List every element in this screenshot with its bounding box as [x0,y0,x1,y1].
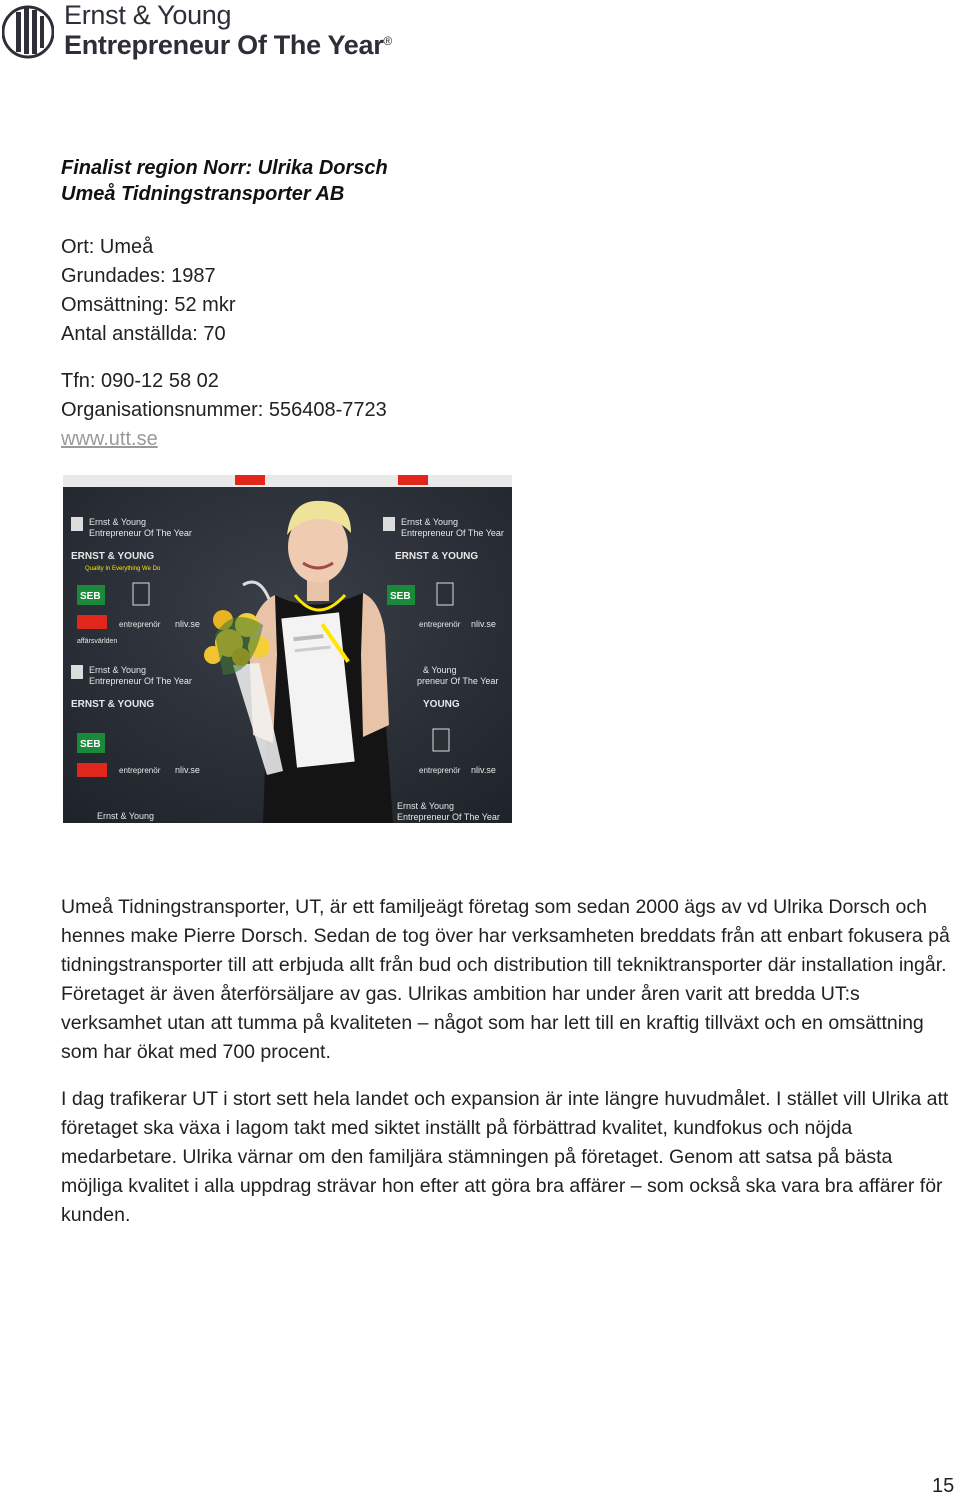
logo-line-1: Ernst & Young [64,0,232,30]
svg-text:SEB: SEB [80,739,101,750]
fact-founded: Grundades: 1987 [61,265,216,287]
contact-org-number: Organisationsnummer: 556408-7723 [61,399,387,421]
svg-text:preneur Of The Year: preneur Of The Year [417,676,499,686]
backdrop-text: Ernst & Young [89,517,147,527]
body-paragraph-2: I dag trafikerar UT i stort sett hela landet och expansion är inte längre huvudmålet. I stället vill Ulrika att företaget ska växa i lagom takt med siktet inställt på förbättrad kvalitet, kundfokus och nöjda medarbetare. Ulrika värnar om den familjära stämningen på företaget. Genom att satsa på bästa möjliga kvalitet i alla uppdrag strävar hon efter att göra bra affärer – som också ska vara bra affärer för kunden. [61,1088,949,1226]
company-name: Umeå Tidningstransporter AB [61,183,345,205]
svg-text:ERNST & YOUNG: ERNST & YOUNG [71,699,155,710]
svg-text:Ernst & Young: Ernst & Young [397,801,455,811]
svg-text:& Young: & Young [423,665,457,675]
svg-text:YOUNG: YOUNG [423,699,460,710]
svg-text:entreprenör: entreprenör [119,766,161,775]
page-number: 15 [932,1475,955,1497]
finalist-name: Finalist region Norr: Ulrika Dorsch [61,157,388,179]
backdrop-text: SEB [80,591,101,602]
svg-text:ERNST & YOUNG: ERNST & YOUNG [395,551,479,562]
fact-location: Ort: Umeå [61,236,154,258]
company-contact [61,367,387,454]
svg-text:nliv.se: nliv.se [471,765,496,775]
contact-phone: Tfn: 090-12 58 02 [61,370,219,392]
ey-logo-mark-icon [2,2,54,60]
company-facts [61,233,236,349]
svg-text:SEB: SEB [390,591,411,602]
ey-logo [2,2,402,66]
fact-employees: Antal anställda: 70 [61,323,226,345]
body-paragraph-1: Umeå Tidningstransporter, UT, är ett familjeägt företag som sedan 2000 ägs av vd Ulrika Dorsch och hennes make Pierre Dorsch. Sedan de tog över har verksamheten breddats från att enbart fokusera på tidningstransporter till att erbjuda allt från bud och distribution till tekniktransporter där installation ingår. Företaget är även återförsäljare av gas. Ulrikas ambition har under åren varit att bredda UT:s verksamhet utan att tumma på kvaliteten – något som har lett till en kraftig tillväxt och en omsättning som har ökat med 700 procent. [61,896,950,1063]
backdrop-text: Entrepreneur Of The Year [89,528,192,538]
svg-text:nliv.se: nliv.se [175,765,200,775]
website-link[interactable]: www.utt.se [61,428,158,450]
backdrop-text: Quality In Everything We Do [85,566,161,572]
backdrop-text: ERNST & YOUNG [71,551,155,562]
logo-line-2: Entrepreneur Of The Year® [64,30,392,60]
svg-text:Ernst & Young: Ernst & Young [97,811,155,821]
svg-text:Ernst & Young: Ernst & Young [89,665,147,675]
backdrop-text: nliv.se [175,619,200,629]
finalist-photo [63,475,512,823]
svg-text:Ernst & Young: Ernst & Young [401,517,459,527]
backdrop-text: entreprenör [119,620,161,629]
svg-text:Entrepreneur Of The Year: Entrepreneur Of The Year [397,812,500,822]
svg-text:nliv.se: nliv.se [471,619,496,629]
svg-text:entreprenör: entreprenör [419,620,461,629]
svg-text:Entrepreneur Of The Year: Entrepreneur Of The Year [401,528,504,538]
svg-text:entreprenör: entreprenör [419,766,461,775]
svg-text:Entrepreneur Of The Year: Entrepreneur Of The Year [89,676,192,686]
fact-revenue: Omsättning: 52 mkr [61,294,236,316]
finalist-heading [61,155,388,207]
backdrop-text: affärsvärlden [77,638,118,645]
